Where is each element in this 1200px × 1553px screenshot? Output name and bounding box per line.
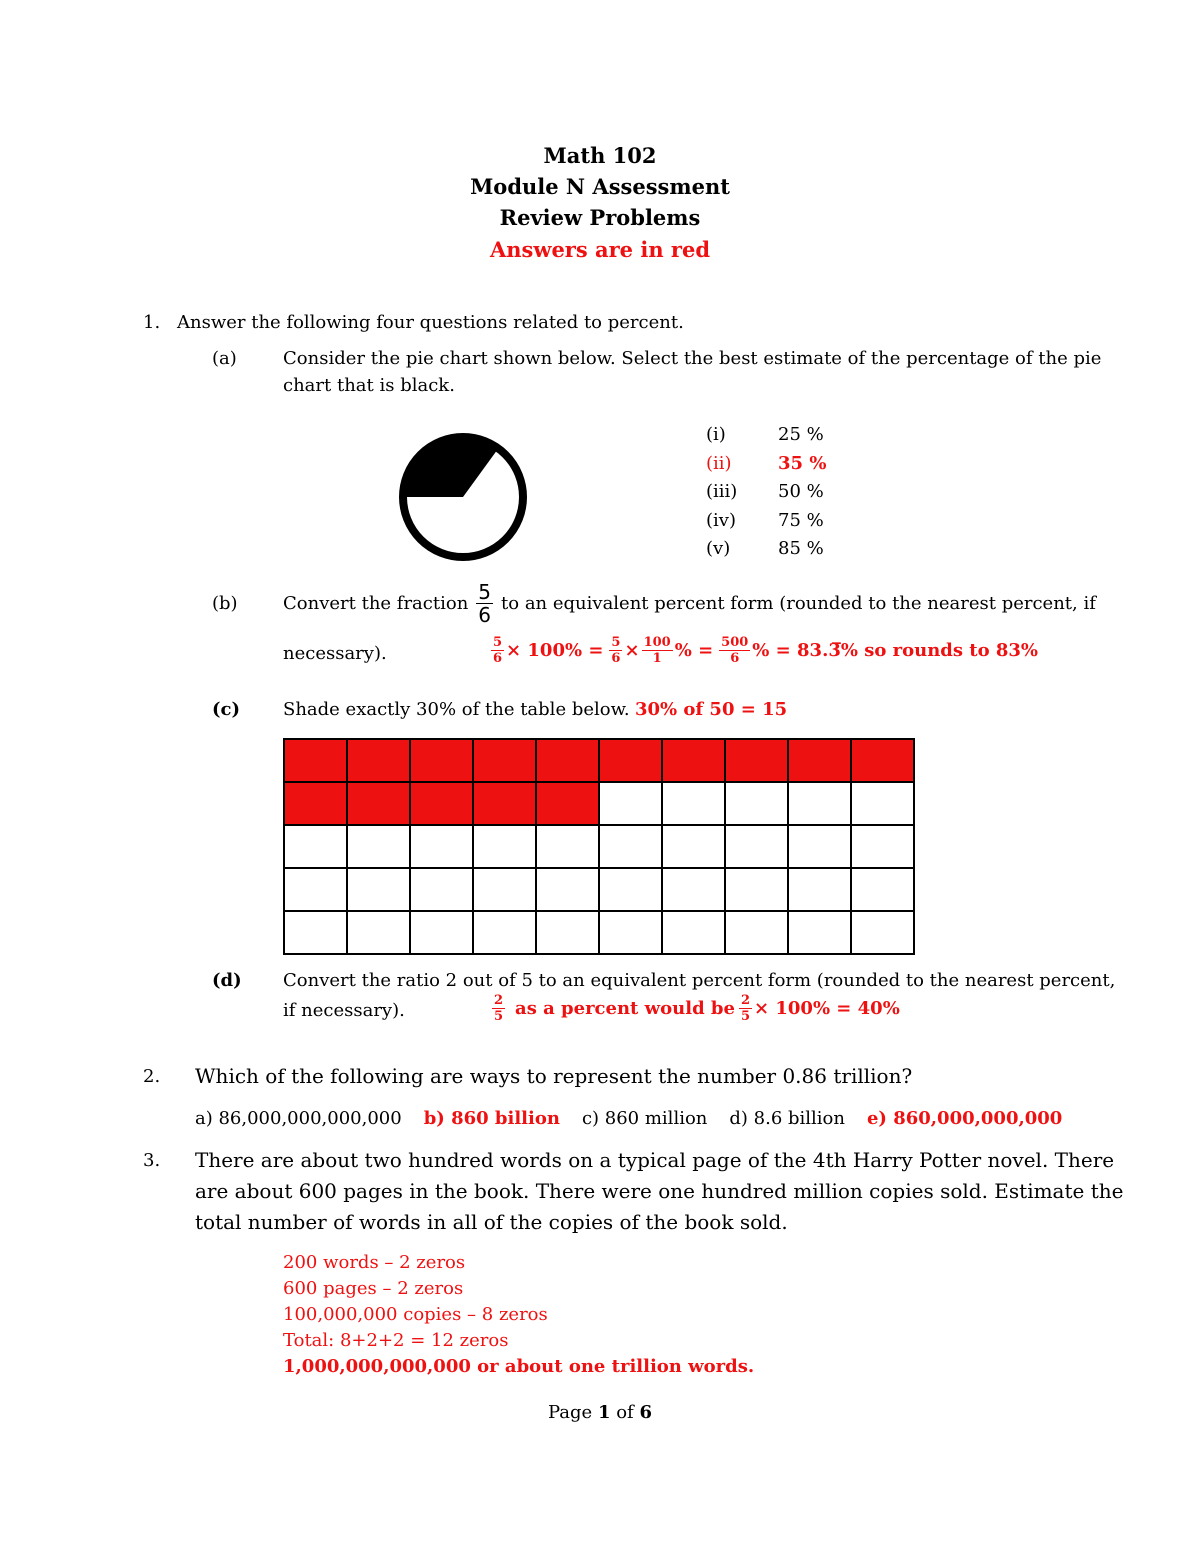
grid-cell-shaded [410,782,473,825]
grid-cell [284,868,347,911]
grid-cell [410,911,473,954]
answers-note: Answers are in red [489,237,711,262]
ans-seg-4: % = 83.3̅% so rounds to 83% [752,640,1039,661]
q1a-text-line1: Consider the pie chart shown below. Select the best estimate of the percentage of the pie [283,348,1102,369]
percent-grid [283,738,915,955]
grid-row [284,911,914,954]
page-footer [0,1402,1200,1423]
q1d-answer [490,994,900,1023]
option-row [706,453,826,482]
grid-cell [284,825,347,868]
ans-frac-4-num: 500 [721,635,749,650]
grid-cell [347,911,410,954]
grid-cell [788,868,851,911]
q3-line-1: There are about two hundred words on a typical page of the 4th Harry Potter novel. There [195,1148,1115,1172]
q1b-text-line1b: to an equivalent percent form (rounded to the nearest percent, if [501,593,1096,614]
q1-text: Answer the following four questions related to percent. [177,312,684,333]
option-row [706,424,826,453]
q2-text: Which of the following are ways to represent the number 0.86 trillion? [195,1064,913,1088]
ans-frac-3 [642,636,673,665]
grid-cell-shaded [788,739,851,782]
ans-frac-3-den: 1 [652,651,662,666]
q1d-text-line2: if necessary). [283,1000,405,1021]
grid-cell-shaded [284,739,347,782]
d-frac-2-den: 5 [740,1009,751,1024]
pie-chart [392,426,534,568]
grid-cell [788,782,851,825]
q3-final-answer: 1,000,000,000,000 or about one trillion words. [283,1356,755,1377]
q3-number: 3. [143,1150,161,1171]
q3-work-2: 600 pages – 2 zeros [283,1278,464,1299]
grid-cell [347,868,410,911]
q1b-text-line2: necessary). [283,643,387,664]
grid-cell [599,782,662,825]
grid-cell-shaded [473,739,536,782]
q2-choice: d) 8.6 billion [729,1108,845,1129]
grid-row [284,782,914,825]
ans-frac-4-den: 6 [730,651,740,666]
grid-row [284,739,914,782]
ans-frac-2-den: 6 [611,651,621,666]
grid-cell [725,911,788,954]
grid-cell [599,825,662,868]
grid-cell-shaded [725,739,788,782]
grid-cell [788,825,851,868]
grid-cell [473,825,536,868]
grid-cell [662,825,725,868]
q1b-fraction-den: 6 [478,603,492,627]
ans-seg-3: % = [674,640,714,661]
q2-choice: b) 860 billion [423,1108,560,1129]
grid-cell [662,868,725,911]
grid-cell [662,911,725,954]
grid-cell-shaded [851,739,914,782]
option-row [706,510,826,539]
option-value: 75 % [778,509,824,531]
grid-cell [347,825,410,868]
q3-work-4: Total: 8+2+2 = 12 zeros [283,1330,509,1351]
module-title: Module N Assessment [470,174,730,199]
q1-number: 1. [143,312,161,333]
footer-page-number: 1 [597,1402,611,1423]
grid-row [284,868,914,911]
option-value: 50 % [778,481,824,502]
option-key: (iii) [706,481,738,502]
grid-cell [473,911,536,954]
grid-cell [788,911,851,954]
q1d-text-line1: Convert the ratio 2 out of 5 to an equivalent percent form (rounded to the nearest percent, [283,970,1116,991]
grid-cell [662,782,725,825]
q2-choice: e) 860,000,000,000 [866,1108,1063,1129]
pie-black-slice [403,437,498,497]
d-frac-1-den: 5 [494,1009,504,1024]
q1c-answer: 30% of 50 = 15 [635,699,788,720]
option-key: (iv) [706,509,736,531]
footer-page-word: Page [548,1402,593,1423]
grid-row [284,825,914,868]
q1a-options [706,424,826,567]
ans-seg-1: × 100% = [506,640,604,661]
q1c-text: Shade exactly 30% of the table below. [283,699,630,720]
subtitle: Review Problems [499,205,701,230]
grid-cell [725,868,788,911]
d-seg-2: × 100% = 40% [754,998,900,1019]
q1a-text-line2: chart that is black. [283,375,455,396]
grid-cell-shaded [536,782,599,825]
grid-cell [536,911,599,954]
grid-cell [851,782,914,825]
grid-cell-shaded [536,739,599,782]
grid-cell-shaded [347,782,410,825]
option-key: (ii) [706,452,732,474]
q1b-label: (b) [212,593,238,614]
q3-work-1: 200 words – 2 zeros [283,1252,466,1273]
option-row [706,538,826,567]
grid-cell-shaded [347,739,410,782]
grid-cell [536,868,599,911]
q1b-fraction [476,582,493,625]
ans-frac-2 [609,636,622,665]
grid-cell-shaded [662,739,725,782]
course-title: Math 102 [543,143,657,168]
grid-cell-shaded [410,739,473,782]
q2-choice: c) 860 million [581,1108,708,1129]
ans-frac-1 [491,636,504,665]
q1b-answer [489,636,1038,665]
ans-frac-4 [719,636,750,665]
ans-frac-3-num: 100 [643,635,671,650]
q2-choices [195,1108,1062,1129]
option-value: 25 % [778,424,824,445]
q1c-label: (c) [212,699,240,720]
ans-seg-2: × [624,640,640,661]
option-key: (i) [706,424,726,445]
grid-cell [284,911,347,954]
grid-cell-shaded [473,782,536,825]
ans-frac-1-den: 6 [493,651,503,666]
option-key: (v) [706,538,731,559]
q1b-question [283,582,1096,625]
grid-cell [725,825,788,868]
option-value: 35 % [778,452,827,474]
q2-number: 2. [143,1066,161,1087]
q1d-label: (d) [212,970,242,991]
grid-cell [599,868,662,911]
q2-choice: a) 86,000,000,000,000 [195,1108,402,1129]
d-frac-1 [492,994,505,1023]
option-row [706,481,826,510]
q3-line-3: total number of words in all of the copies of the book sold. [195,1210,788,1234]
d-frac-2-num: 2 [740,993,751,1008]
q3-work-3: 100,000,000 copies – 8 zeros [283,1304,548,1325]
grid-cell [410,868,473,911]
d-frac-2 [739,994,752,1023]
ans-frac-2-num: 5 [611,635,621,650]
grid-cell [851,868,914,911]
q1b-text-line1: Convert the fraction [283,593,469,614]
grid-cell [851,825,914,868]
grid-cell [536,825,599,868]
d-seg-1: as a percent would be [515,998,735,1019]
d-frac-1-num: 2 [494,993,504,1008]
grid-cell [851,911,914,954]
q3-line-2: are about 600 pages in the book. There were one hundred million copies sold. Estimate the [195,1179,1124,1203]
grid-cell [410,825,473,868]
ans-frac-1-num: 5 [493,635,503,650]
grid-cell-shaded [599,739,662,782]
grid-cell [599,911,662,954]
q1b-fraction-num: 5 [478,580,492,604]
q1a-label: (a) [212,348,237,369]
grid-cell [725,782,788,825]
grid-cell-shaded [284,782,347,825]
option-value: 85 % [778,538,824,559]
grid-cell [473,868,536,911]
footer-of-word: of [616,1402,634,1423]
footer-page-total: 6 [639,1402,652,1423]
